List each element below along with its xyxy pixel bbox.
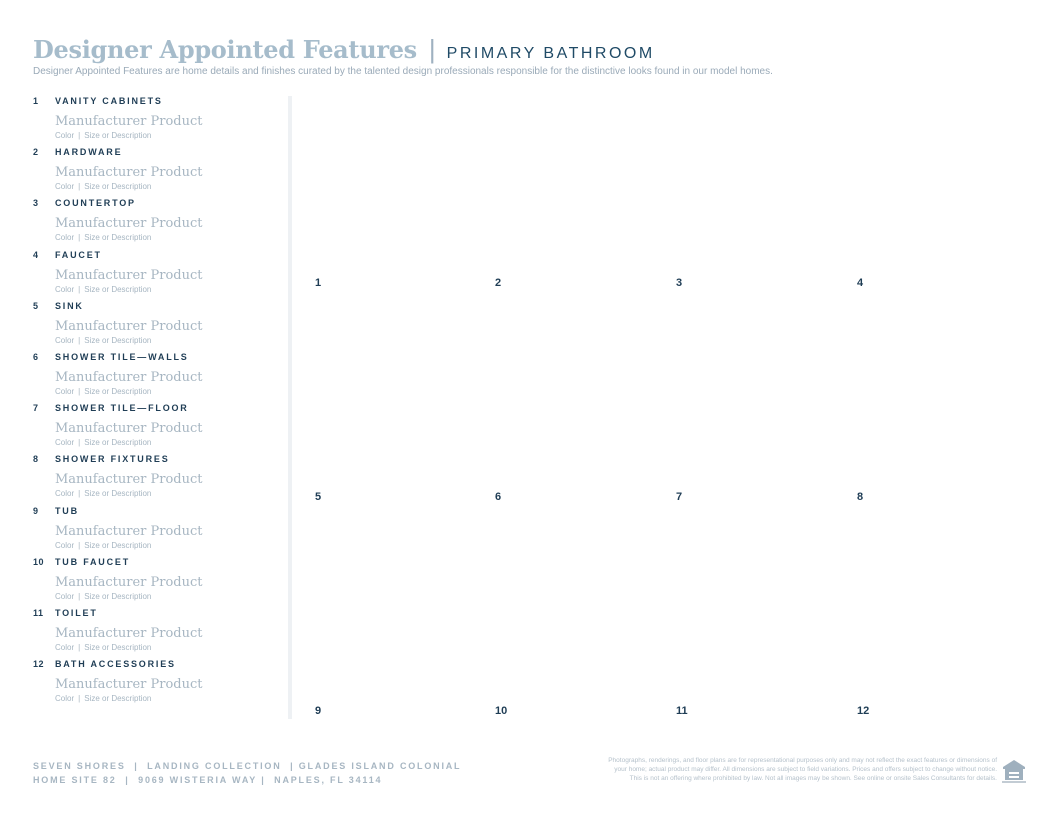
feature-color: Color <box>55 233 75 243</box>
feature-heading <box>33 506 283 522</box>
feature-separator: | <box>78 694 81 704</box>
feature-name: HARDWARE <box>55 147 123 158</box>
grid-cell-number: 11 <box>676 705 688 717</box>
section-title: PRIMARY BATHROOM <box>446 45 655 62</box>
feature-separator: | <box>78 540 81 550</box>
feature-product: Manufacturer Product <box>55 523 203 539</box>
feature-number: 9 <box>33 505 39 516</box>
feature-description <box>55 232 283 243</box>
grid-cell-number: 8 <box>857 491 864 503</box>
feature-color: Color <box>55 591 75 601</box>
feature-separator: | <box>78 438 81 448</box>
feature-size: Size or Description <box>84 642 152 652</box>
feature-number: 3 <box>33 198 39 209</box>
feature-item <box>33 301 283 352</box>
feature-description <box>55 488 283 499</box>
feature-heading <box>33 608 283 624</box>
feature-color: Color <box>55 540 75 550</box>
grid-cell-number: 9 <box>315 705 322 717</box>
feature-color: Color <box>55 386 75 396</box>
page-title: Designer Appointed Features <box>33 35 417 64</box>
feature-number: 1 <box>33 96 39 106</box>
feature-size: Size or Description <box>84 540 152 550</box>
title-separator: | <box>428 34 436 64</box>
feature-product: Manufacturer Product <box>55 574 203 590</box>
feature-heading <box>33 96 283 112</box>
column-divider <box>288 96 292 719</box>
feature-size: Size or Description <box>84 131 152 140</box>
feature-name: FAUCET <box>55 249 102 260</box>
feature-product: Manufacturer Product <box>55 318 203 334</box>
grid-cell-number: 3 <box>676 277 683 289</box>
feature-name: SHOWER TILE—WALLS <box>55 351 189 362</box>
feature-name: SHOWER FIXTURES <box>55 454 170 465</box>
grid-cell-number: 1 <box>315 277 322 289</box>
feature-name: SINK <box>55 300 84 311</box>
grid-cell-number: 6 <box>495 491 502 503</box>
feature-item <box>33 352 283 403</box>
feature-description <box>55 591 283 602</box>
feature-heading <box>33 301 283 317</box>
feature-item <box>33 96 283 147</box>
feature-description <box>55 540 283 551</box>
feature-size: Size or Description <box>84 694 152 704</box>
disclaimer-line: your home; actual product may differ. All dimensions are subject to field variations. Prices and offers subject to change without notice. <box>614 766 997 773</box>
feature-color: Color <box>55 642 75 652</box>
feature-name: COUNTERTOP <box>55 198 136 209</box>
footer-community: SEVEN SHORES | LANDING COLLECTION | GLADES ISLAND COLONIAL <box>33 761 462 771</box>
grid-cell-number: 2 <box>495 277 502 289</box>
feature-separator: | <box>78 335 81 345</box>
feature-number: 2 <box>33 147 39 158</box>
feature-item <box>33 557 283 608</box>
feature-heading <box>33 403 283 419</box>
image-grid <box>300 96 1040 719</box>
disclaimer-line: This is not an offering where prohibited by law. Not all images may be shown. See online or onsite Sales Consultants for details. <box>629 775 997 782</box>
feature-number: 10 <box>33 556 45 567</box>
feature-description <box>55 181 283 192</box>
feature-product: Manufacturer Product <box>55 421 203 437</box>
feature-separator: | <box>78 591 81 601</box>
feature-size: Size or Description <box>84 489 152 499</box>
feature-description <box>55 386 283 397</box>
feature-description <box>55 642 283 653</box>
feature-color: Color <box>55 335 75 345</box>
feature-name: SHOWER TILE—FLOOR <box>55 403 189 414</box>
feature-item <box>33 506 283 557</box>
feature-number: 7 <box>33 403 39 414</box>
feature-product: Manufacturer Product <box>55 216 203 232</box>
footer-address <box>33 759 461 787</box>
footer-homesite: HOME SITE 82 | 9069 WISTERIA WAY | NAPLES, FL 34114 <box>33 775 383 785</box>
feature-number: 8 <box>33 454 39 465</box>
feature-number: 4 <box>33 249 39 260</box>
feature-item <box>33 147 283 198</box>
feature-size: Size or Description <box>84 438 152 448</box>
feature-name: TOILET <box>55 607 98 618</box>
feature-product: Manufacturer Product <box>55 625 203 641</box>
page-header <box>33 34 655 65</box>
feature-description <box>55 335 283 346</box>
feature-color: Color <box>55 694 75 704</box>
feature-color: Color <box>55 438 75 448</box>
feature-product: Manufacturer Product <box>55 114 203 129</box>
features-list <box>33 96 283 710</box>
feature-number: 5 <box>33 300 39 311</box>
feature-separator: | <box>78 233 81 243</box>
feature-item <box>33 608 283 659</box>
page-subtitle: Designer Appointed Features are home details and finishes curated by the talented design professionals responsible for the distinctive looks found in our model homes. <box>33 66 773 77</box>
grid-cell-number: 12 <box>857 705 870 717</box>
feature-item <box>33 454 283 505</box>
grid-cell-number: 7 <box>676 491 683 503</box>
disclaimer-line: Photographs, renderings, and floor plans are for representational purposes only and may not reflect the exact features or dimensions of <box>608 757 997 764</box>
feature-item <box>33 250 283 301</box>
feature-item <box>33 659 283 710</box>
feature-number: 12 <box>33 659 45 670</box>
feature-heading <box>33 352 283 368</box>
feature-color: Color <box>55 182 75 192</box>
feature-description <box>55 284 283 295</box>
feature-product: Manufacturer Product <box>55 369 203 385</box>
feature-item <box>33 198 283 249</box>
feature-size: Size or Description <box>84 335 152 345</box>
grid-cell-number: 10 <box>495 705 508 717</box>
title-row <box>33 34 655 65</box>
feature-separator: | <box>78 386 81 396</box>
feature-separator: | <box>78 182 81 192</box>
feature-separator: | <box>78 489 81 499</box>
grid-cell-number: 4 <box>857 277 864 289</box>
feature-item <box>33 403 283 454</box>
feature-name: TUB FAUCET <box>55 556 130 567</box>
footer-disclaimer <box>517 756 997 783</box>
feature-separator: | <box>78 131 81 140</box>
feature-size: Size or Description <box>84 386 152 396</box>
feature-color: Color <box>55 489 75 499</box>
feature-size: Size or Description <box>84 591 152 601</box>
feature-separator: | <box>78 642 81 652</box>
feature-name: TUB <box>55 505 79 516</box>
feature-color: Color <box>55 131 75 140</box>
feature-product: Manufacturer Product <box>55 267 203 283</box>
feature-color: Color <box>55 284 75 294</box>
feature-number: 6 <box>33 351 39 362</box>
feature-description <box>55 437 283 448</box>
feature-heading <box>33 454 283 470</box>
feature-number: 11 <box>33 607 44 618</box>
feature-name: BATH ACCESSORIES <box>55 659 176 670</box>
feature-product: Manufacturer Product <box>55 165 203 181</box>
feature-separator: | <box>78 284 81 294</box>
feature-size: Size or Description <box>84 233 152 243</box>
grid-cell-number: 5 <box>315 491 322 503</box>
feature-name: VANITY CABINETS <box>55 96 163 106</box>
feature-heading <box>33 659 283 675</box>
feature-product: Manufacturer Product <box>55 472 203 488</box>
feature-heading <box>33 147 283 163</box>
feature-size: Size or Description <box>84 182 152 192</box>
feature-product: Manufacturer Product <box>55 677 203 693</box>
feature-description <box>55 130 283 141</box>
feature-heading <box>33 250 283 266</box>
equal-housing-icon <box>1001 758 1027 784</box>
feature-heading <box>33 198 283 214</box>
feature-size: Size or Description <box>84 284 152 294</box>
feature-description <box>55 693 283 704</box>
feature-heading <box>33 557 283 573</box>
